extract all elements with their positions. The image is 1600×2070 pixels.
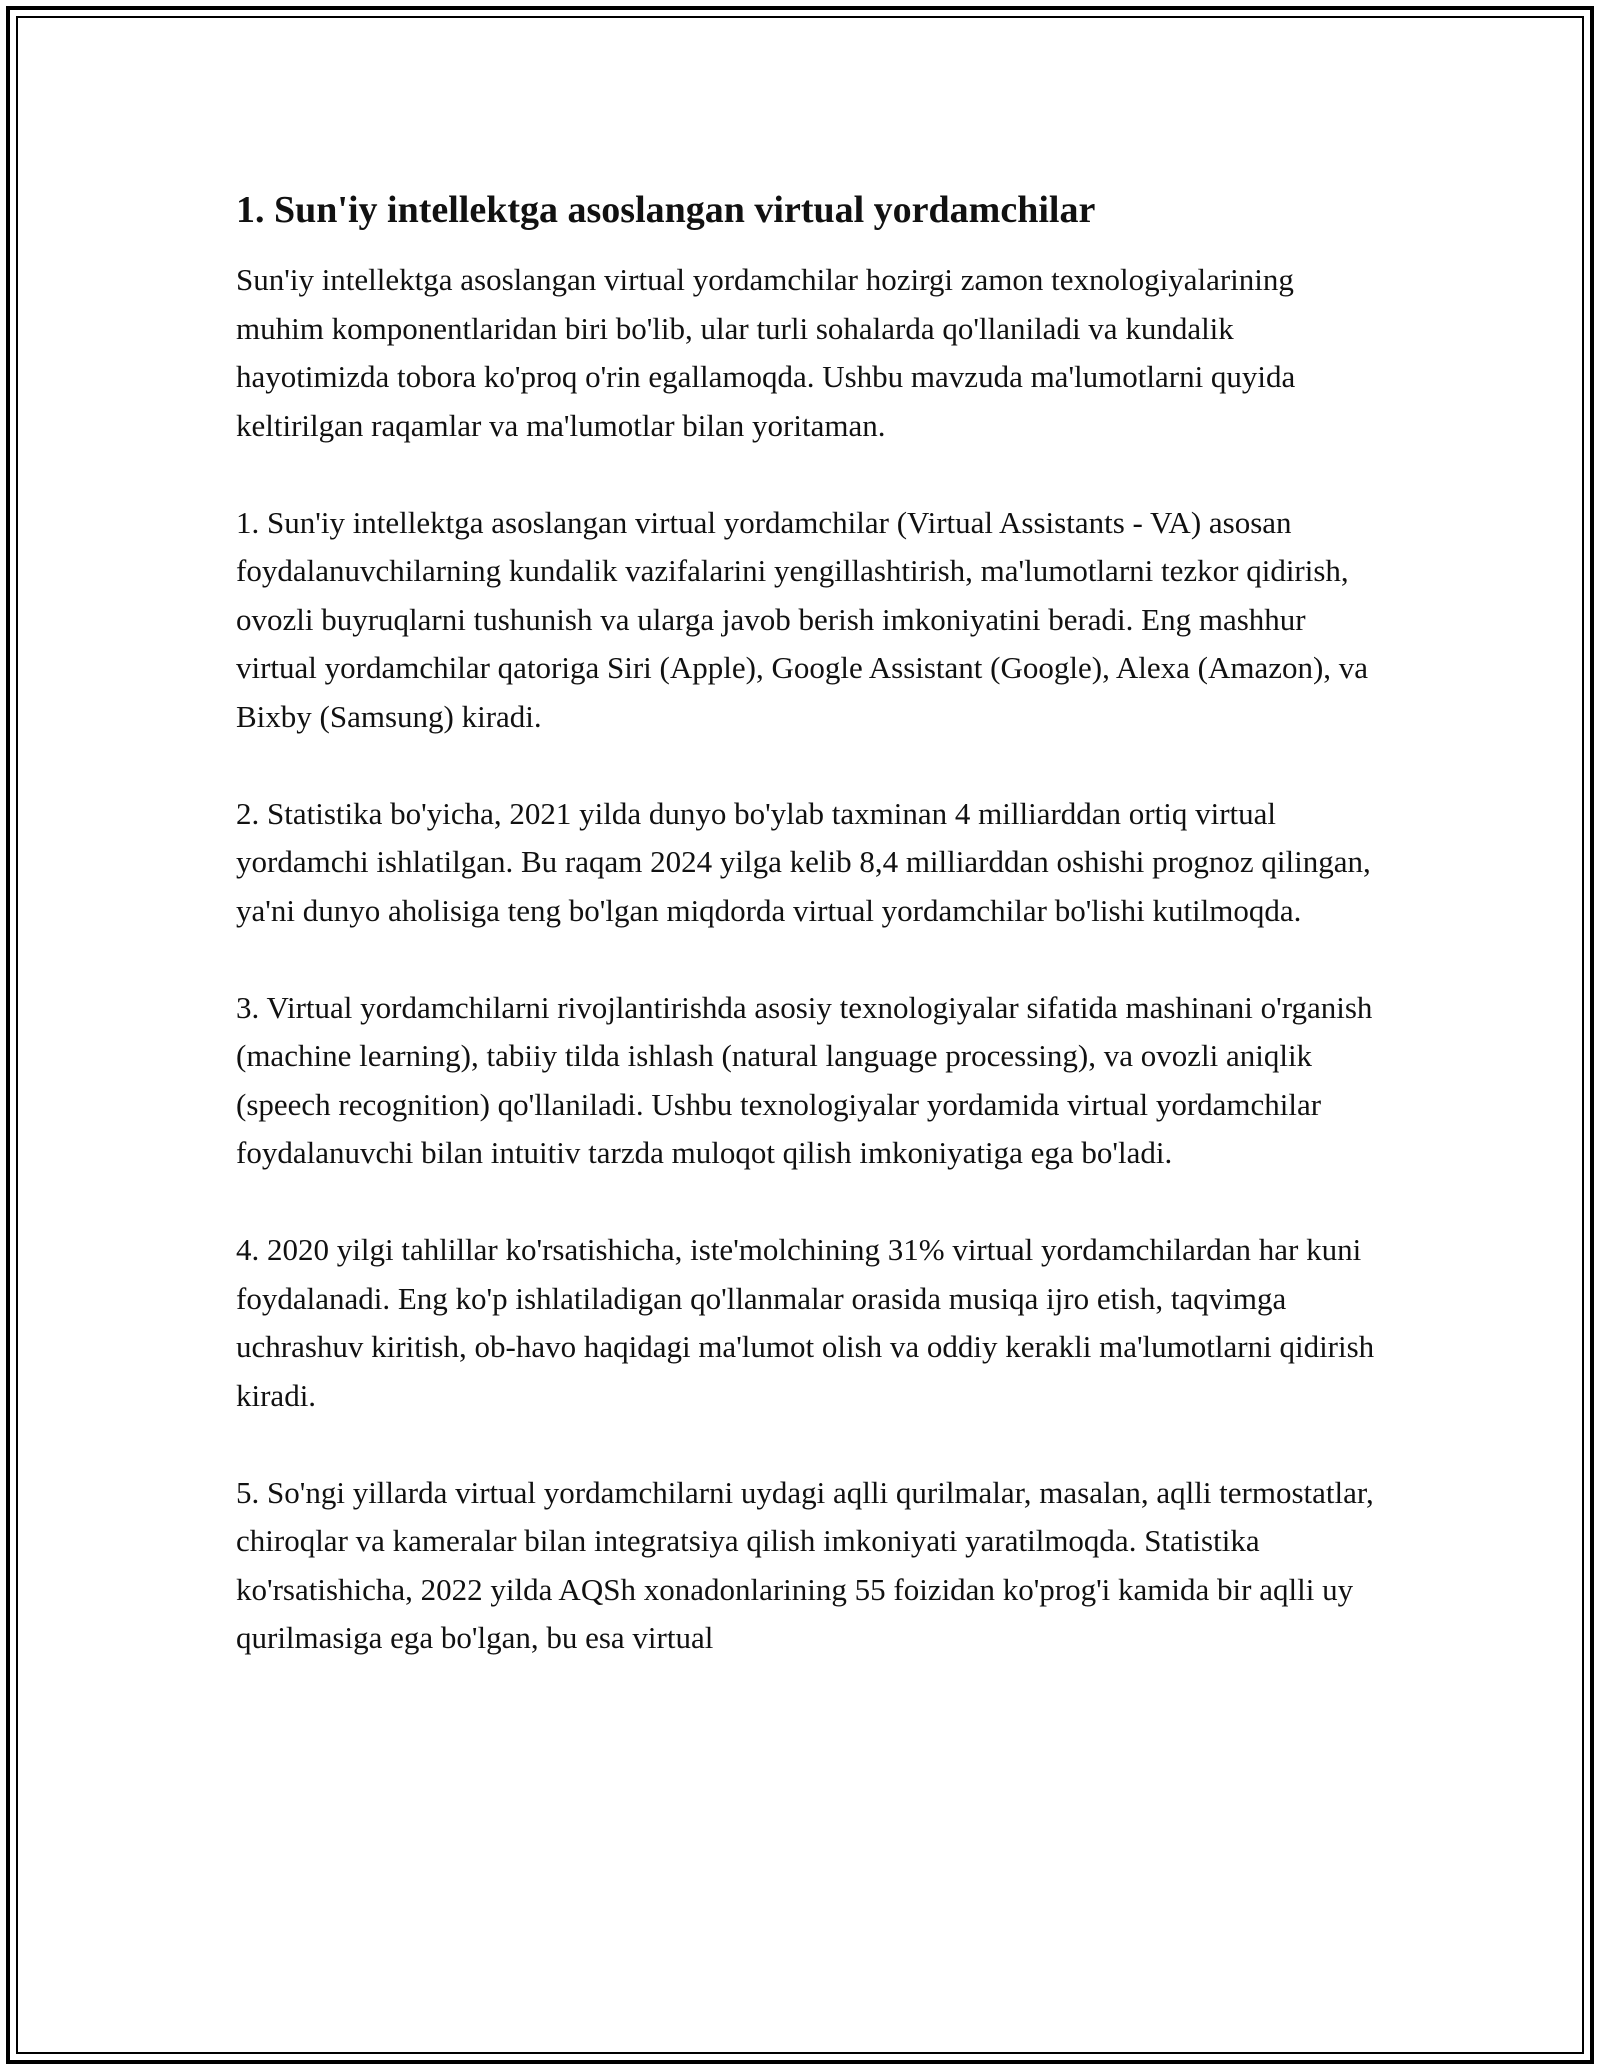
section-heading: 1. Sun'iy intellektga asoslangan virtual yordamchilar <box>236 189 1096 231</box>
intro-paragraph: Sun'iy intellektga asoslangan virtual yordamchilar hozirgi zamon texnologiyalarining muhim komponentlaridan biri bo'lib, ular turli sohalarda qo'llaniladi va kundalik hayotimizda tobora ko'proq o'rin egallamoqda. Ushbu mavzuda ma'lumotlarni quyida keltirilgan raqamlar va ma'lumotlar bilan yoritaman. <box>236 262 1296 443</box>
paragraph-5: 5. So'ngi yillarda virtual yordamchilarni uydagi aqlli qurilmalar, masalan, aqlli termostatlar, chiroqlar va kameralar bilan integratsiya qilish imkoniyati yaratilmoqda. Statistika ko'rsatishicha, 2022 yilda AQSh xonadonlarining 55 foizidan ko'prog'i kamida bir aqlli uy qurilmasiga ega bo'lgan, bu esa virtual <box>236 1474 1374 1655</box>
paragraph-3: 3. Virtual yordamchilarni rivojlantirishda asosiy texnologiyalar sifatida mashinani o'rganish (machine learning), tabiiy tilda ishlash (natural language processing), va ovozli aniqlik (speech recognition) qo'llaniladi. Ushbu texnologiyalar yordamida virtual yordamchilar foydalanuvchi bilan intuitiv tarzda muloqot qilish imkoniyatiga ega bo'ladi. <box>236 989 1373 1170</box>
document-body <box>236 186 1376 1711</box>
paragraph-1: 1. Sun'iy intellektga asoslangan virtual yordamchilar (Virtual Assistants - VA) asosan foydalanuvchilarning kundalik vazifalarini yengillashtirish, ma'lumotlarni tezkor qidirish, ovozli buyruqlarni tushunish va ularga javob berish imkoniyatini beradi. Eng mashhur virtual yordamchilar qatoriga Siri (Apple), Google Assistant (Google), Alexa (Amazon), va Bixby (Samsung) kiradi. <box>236 504 1369 734</box>
paragraph-4: 4. 2020 yilgi tahlillar ko'rsatishicha, iste'molchining 31% virtual yordamchilardan har kuni foydalanadi. Eng ko'p ishlatiladigan qo'llanmalar orasida musiqa ijro etish, taqvimga uchrashuv kiritish, ob-havo haqidagi ma'lumot olish va oddiy kerakli ma'lumotlarni qidirish kiradi. <box>236 1232 1375 1413</box>
paragraph-2: 2. Statistika bo'yicha, 2021 yilda dunyo bo'ylab taxminan 4 milliarddan ortiq virtual yordamchi ishlatilgan. Bu raqam 2024 yilga kelib 8,4 milliarddan oshishi prognoz qilingan, ya'ni dunyo aholisiga teng bo'lgan miqdorda virtual yordamchilar bo'lishi kutilmoqda. <box>236 795 1371 928</box>
